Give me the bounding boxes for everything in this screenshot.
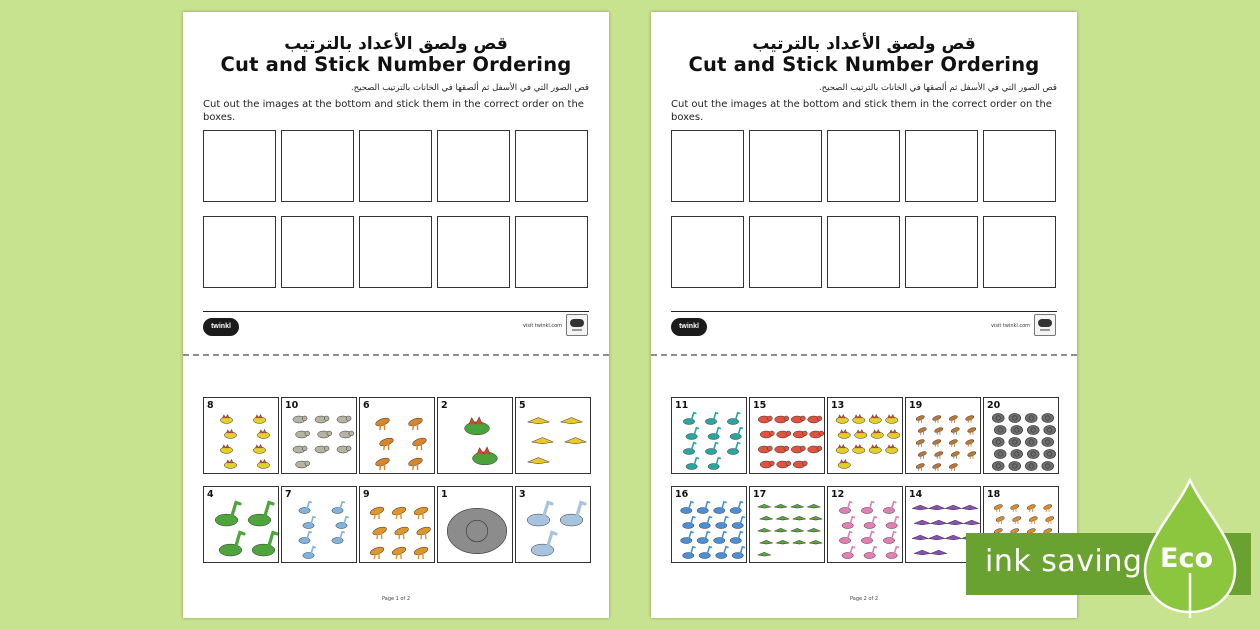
page-title: Cut and Stick Number Ordering — [688, 53, 1040, 76]
answer-box — [515, 216, 588, 288]
dinosaur-icon — [932, 415, 941, 423]
answer-box — [827, 216, 900, 288]
dinosaur-icon — [732, 547, 744, 559]
dinosaur-icon — [861, 502, 873, 514]
dinosaur-icon — [1009, 437, 1021, 446]
dinosaur-icon — [864, 517, 876, 529]
dinosaur-icon — [934, 451, 943, 459]
dinosaur-group-icon — [204, 398, 279, 474]
dinosaur-icon — [864, 547, 876, 559]
dinosaur-icon — [708, 458, 720, 470]
dinosaur-icon — [730, 502, 742, 514]
footer-divider — [203, 311, 589, 312]
card-number: 4 — [207, 489, 214, 500]
dinosaur-icon — [716, 547, 728, 559]
dinosaur-icon — [929, 505, 945, 510]
dinosaur-icon — [683, 413, 695, 425]
dinosaur-icon — [932, 463, 941, 471]
dinosaur-icon — [929, 535, 945, 540]
dinosaur-group-icon — [906, 398, 981, 474]
dinosaur-icon — [914, 520, 930, 525]
site-url: visit twinkl.com — [523, 323, 563, 329]
dinosaur-group-icon — [282, 398, 357, 474]
page-title: Cut and Stick Number Ordering — [220, 53, 572, 76]
dinosaur-icon — [992, 461, 1004, 470]
dinosaur-group-icon — [204, 487, 279, 563]
dinosaur-icon — [916, 439, 925, 447]
dinosaur-icon — [839, 502, 851, 514]
dinosaur-icon — [945, 535, 961, 540]
arabic-instructions: قص الصور التي في الأسفل ثم ألصقها في الخانات بالترتيب الصحيح. — [350, 83, 589, 93]
dinosaur-group-icon — [438, 398, 513, 474]
dinosaur-icon — [337, 416, 351, 423]
dinosaur-icon — [1027, 504, 1036, 512]
dinosaur-icon — [220, 444, 232, 453]
counting-card — [281, 486, 357, 563]
dinosaur-group-icon — [984, 398, 1059, 474]
dinosaur-icon — [810, 431, 824, 438]
dinosaur-icon — [473, 447, 498, 465]
dinosaur-icon — [561, 418, 583, 424]
counting-card — [359, 486, 435, 563]
answer-box — [359, 216, 432, 288]
answer-box — [203, 216, 276, 288]
dinosaur-icon — [791, 446, 805, 453]
dinosaur-icon — [299, 532, 311, 544]
dinosaur-icon — [996, 516, 1005, 524]
worksheet-page-1 — [183, 12, 609, 618]
dinosaur-icon — [793, 431, 807, 438]
dinosaur-icon — [293, 416, 307, 423]
dinosaur-icon — [315, 446, 329, 453]
card-number: 5 — [519, 400, 526, 411]
card-number: 6 — [363, 400, 370, 411]
dinosaur-icon — [774, 504, 787, 508]
dinosaur-icon — [836, 414, 848, 423]
dinosaur-icon — [375, 456, 391, 470]
dinosaur-icon — [412, 436, 428, 450]
dinosaur-icon — [808, 446, 822, 453]
dinosaur-icon — [681, 532, 693, 544]
dinosaur-icon — [760, 540, 773, 544]
dinosaur-icon — [336, 517, 348, 529]
dinosaur-icon — [465, 417, 490, 435]
dinosaur-icon — [793, 461, 807, 468]
dinosaur-icon — [714, 502, 726, 514]
eco-label: Eco — [1160, 543, 1213, 574]
dinosaur-icon — [708, 428, 720, 440]
dinosaur-icon — [730, 532, 742, 544]
dinosaur-icon — [252, 533, 277, 556]
counting-card — [671, 397, 747, 474]
dinosaur-icon — [332, 502, 344, 514]
dinosaur-icon — [776, 540, 789, 544]
dinosaur-icon — [994, 449, 1006, 458]
dinosaur-icon — [683, 443, 695, 455]
card-number: 18 — [987, 489, 1001, 500]
card-number: 7 — [285, 489, 292, 500]
site-url: visit twinkl.com — [991, 323, 1031, 329]
dinosaur-icon — [528, 418, 550, 424]
counting-card — [437, 486, 513, 563]
ink-saving-label: ink saving — [985, 544, 1143, 579]
quality-badge-icon — [1034, 314, 1056, 336]
dinosaur-icon — [528, 458, 550, 464]
dinosaur-icon — [994, 504, 1003, 512]
counting-card — [983, 397, 1059, 474]
dinosaur-icon — [808, 416, 822, 423]
answer-box — [827, 130, 900, 202]
dinosaur-icon — [760, 431, 774, 438]
dinosaur-icon — [372, 525, 388, 539]
dinosaur-icon — [705, 443, 717, 455]
dinosaur-icon — [871, 429, 883, 438]
dinosaur-icon — [315, 416, 329, 423]
dinosaur-icon — [714, 532, 726, 544]
card-number: 20 — [987, 400, 1001, 411]
dinosaur-icon — [775, 416, 789, 423]
dinosaur-icon — [391, 545, 407, 559]
dinosaur-icon — [253, 414, 265, 423]
twinkl-logo: twinkl — [203, 318, 239, 336]
dinosaur-icon — [883, 532, 895, 544]
dinosaur-icon — [1042, 437, 1054, 446]
card-number: 3 — [519, 489, 526, 500]
dinosaur-icon — [945, 505, 961, 510]
answer-box — [905, 130, 978, 202]
dinosaur-icon — [1042, 413, 1054, 422]
answer-box — [983, 130, 1056, 202]
dinosaur-icon — [809, 516, 822, 520]
dinosaur-icon — [224, 429, 236, 438]
dinosaur-icon — [951, 451, 960, 459]
dinosaur-icon — [1045, 516, 1054, 524]
dinosaur-group-icon — [672, 398, 747, 474]
counting-card — [905, 397, 981, 474]
dinosaur-icon — [369, 545, 385, 559]
dinosaur-icon — [994, 425, 1006, 434]
dinosaur-icon — [791, 504, 804, 508]
dinosaur-icon — [853, 414, 865, 423]
dinosaur-icon — [758, 416, 772, 423]
dinosaur-icon — [730, 428, 742, 440]
counting-card — [515, 397, 591, 474]
dinosaur-icon — [391, 505, 407, 519]
dinosaur-icon — [760, 461, 774, 468]
dinosaur-icon — [949, 415, 958, 423]
card-number: 14 — [909, 489, 923, 500]
dinosaur-icon — [888, 429, 900, 438]
dinosaur-icon — [394, 525, 410, 539]
card-number: 2 — [441, 400, 448, 411]
dinosaur-icon — [215, 503, 240, 526]
dinosaur-icon — [416, 525, 432, 539]
dinosaur-icon — [318, 431, 332, 438]
dinosaur-icon — [303, 547, 315, 559]
dinosaur-icon — [949, 463, 958, 471]
dinosaur-group-icon — [828, 398, 903, 474]
dinosaur-icon — [886, 444, 898, 453]
dinosaur-icon — [964, 520, 980, 525]
dinosaur-icon — [303, 517, 315, 529]
dinosaur-icon — [931, 550, 947, 555]
dinosaur-icon — [886, 547, 898, 559]
arabic-instructions: قص الصور التي في الأسفل ثم ألصقها في الخانات بالترتيب الصحيح. — [818, 83, 1057, 93]
dinosaur-icon — [776, 516, 789, 520]
dinosaur-icon — [1011, 449, 1023, 458]
dinosaur-icon — [447, 508, 506, 553]
dinosaur-icon — [883, 502, 895, 514]
dinosaur-icon — [1009, 413, 1021, 422]
counting-card — [827, 397, 903, 474]
dinosaur-icon — [1027, 449, 1039, 458]
card-number: 10 — [285, 400, 299, 411]
dinosaur-icon — [1043, 504, 1052, 512]
dinosaur-icon — [1010, 504, 1019, 512]
dinosaur-icon — [716, 517, 728, 529]
dinosaur-icon — [839, 532, 851, 544]
dinosaur-icon — [914, 550, 930, 555]
counting-card — [281, 397, 357, 474]
dinosaur-icon — [912, 535, 928, 540]
dinosaur-icon — [947, 520, 963, 525]
dinosaur-icon — [332, 532, 344, 544]
dinosaur-group-icon — [516, 487, 591, 563]
dinosaur-icon — [560, 503, 585, 526]
footer-divider — [671, 311, 1057, 312]
dinosaur-icon — [777, 461, 791, 468]
dinosaur-icon — [220, 414, 232, 423]
dinosaur-icon — [809, 540, 822, 544]
dinosaur-icon — [793, 540, 806, 544]
card-number: 11 — [675, 400, 689, 411]
counting-card — [437, 397, 513, 474]
dinosaur-icon — [992, 437, 1004, 446]
dinosaur-icon — [967, 427, 976, 435]
answer-box — [671, 130, 744, 202]
dinosaur-icon — [775, 446, 789, 453]
dinosaur-icon — [732, 517, 744, 529]
dinosaur-icon — [777, 431, 791, 438]
dinosaur-icon — [869, 414, 881, 423]
dinosaur-icon — [1044, 425, 1056, 434]
dinosaur-icon — [705, 413, 717, 425]
dinosaur-group-icon — [516, 398, 591, 474]
dinosaur-group-icon — [828, 487, 903, 563]
dinosaur-group-icon — [750, 487, 825, 563]
dinosaur-icon — [836, 444, 848, 453]
answer-box — [281, 216, 354, 288]
dinosaur-icon — [918, 427, 927, 435]
dinosaur-icon — [1011, 425, 1023, 434]
card-number: 1 — [441, 489, 448, 500]
dinosaur-icon — [257, 429, 269, 438]
dinosaur-icon — [293, 446, 307, 453]
dinosaur-icon — [758, 552, 771, 556]
counting-card — [359, 397, 435, 474]
dinosaur-icon — [807, 528, 820, 532]
dinosaur-icon — [886, 517, 898, 529]
answer-box — [671, 216, 744, 288]
answer-box — [203, 130, 276, 202]
dinosaur-icon — [965, 439, 974, 447]
dinosaur-icon — [253, 444, 265, 453]
card-number: 15 — [753, 400, 767, 411]
dinosaur-icon — [257, 459, 269, 468]
dinosaur-icon — [1025, 461, 1037, 470]
answer-box — [983, 216, 1056, 288]
counting-card — [827, 486, 903, 563]
dinosaur-icon — [855, 429, 867, 438]
dinosaur-icon — [686, 458, 698, 470]
answer-box — [749, 216, 822, 288]
dinosaur-icon — [853, 444, 865, 453]
dinosaur-group-icon — [360, 398, 435, 474]
dinosaur-icon — [1012, 516, 1021, 524]
dinosaur-icon — [727, 413, 739, 425]
dinosaur-icon — [1029, 516, 1038, 524]
dinosaur-icon — [838, 459, 850, 468]
dinosaur-icon — [727, 443, 739, 455]
dinosaur-icon — [932, 439, 941, 447]
dinosaur-icon — [683, 547, 695, 559]
dinosaur-icon — [1009, 461, 1021, 470]
dinosaur-icon — [918, 451, 927, 459]
dinosaur-icon — [1025, 413, 1037, 422]
dinosaur-icon — [296, 461, 310, 468]
counting-card — [203, 486, 279, 563]
dinosaur-icon — [296, 431, 310, 438]
dinosaur-icon — [697, 532, 709, 544]
dinosaur-icon — [219, 533, 244, 556]
dinosaur-icon — [565, 438, 587, 444]
page-number: Page 1 of 2 — [381, 596, 411, 602]
dinosaur-icon — [699, 547, 711, 559]
dinosaur-icon — [886, 414, 898, 423]
dinosaur-icon — [375, 416, 391, 430]
answer-box — [359, 130, 432, 202]
dinosaur-group-icon — [282, 487, 357, 563]
dinosaur-icon — [299, 502, 311, 514]
dinosaur-icon — [248, 503, 273, 526]
dinosaur-icon — [838, 429, 850, 438]
arabic-title: قص ولصق الأعداد بالترتيب — [284, 34, 508, 54]
answer-box — [281, 130, 354, 202]
card-number: 13 — [831, 400, 845, 411]
dinosaur-icon — [697, 502, 709, 514]
dinosaur-icon — [699, 517, 711, 529]
dinosaur-icon — [413, 545, 429, 559]
dinosaur-icon — [224, 459, 236, 468]
dinosaur-icon — [686, 428, 698, 440]
dinosaur-icon — [951, 427, 960, 435]
dinosaur-icon — [681, 502, 693, 514]
answer-box — [437, 216, 510, 288]
quality-badge-icon — [566, 314, 588, 336]
dinosaur-icon — [965, 415, 974, 423]
card-number: 8 — [207, 400, 214, 411]
card-number: 17 — [753, 489, 767, 500]
dinosaur-icon — [379, 436, 395, 450]
dinosaur-icon — [791, 528, 804, 532]
counting-card — [749, 397, 825, 474]
counting-card — [749, 486, 825, 563]
page-number: Page 2 of 2 — [849, 596, 879, 602]
dinosaur-icon — [532, 438, 554, 444]
dinosaur-icon — [758, 504, 771, 508]
cut-line — [183, 354, 609, 356]
answer-box — [749, 130, 822, 202]
instructions: Cut out the images at the bottom and stick them in the correct order on the boxes. — [203, 99, 584, 123]
counting-card — [515, 486, 591, 563]
answer-box — [437, 130, 510, 202]
dinosaur-icon — [916, 415, 925, 423]
dinosaur-icon — [408, 456, 424, 470]
dinosaur-icon — [962, 505, 978, 510]
dinosaur-icon — [758, 446, 772, 453]
dinosaur-icon — [408, 416, 424, 430]
dinosaur-icon — [369, 505, 385, 519]
dinosaur-icon — [949, 439, 958, 447]
dinosaur-icon — [531, 533, 556, 556]
dinosaur-group-icon — [438, 487, 513, 563]
dinosaur-icon — [967, 451, 976, 459]
dinosaur-icon — [413, 505, 429, 519]
dinosaur-icon — [527, 503, 552, 526]
dinosaur-icon — [337, 446, 351, 453]
card-number: 12 — [831, 489, 845, 500]
dinosaur-icon — [1025, 437, 1037, 446]
dinosaur-group-icon — [750, 398, 825, 474]
counting-card — [203, 397, 279, 474]
card-number: 16 — [675, 489, 689, 500]
arabic-title: قص ولصق الأعداد بالترتيب — [752, 34, 976, 54]
dinosaur-icon — [760, 516, 773, 520]
dinosaur-icon — [791, 416, 805, 423]
dinosaur-icon — [774, 528, 787, 532]
dinosaur-icon — [1042, 461, 1054, 470]
dinosaur-icon — [916, 463, 925, 471]
dinosaur-icon — [992, 413, 1004, 422]
answer-box — [515, 130, 588, 202]
dinosaur-icon — [869, 444, 881, 453]
dinosaur-group-icon — [672, 487, 747, 563]
dinosaur-icon — [340, 431, 354, 438]
dinosaur-icon — [683, 517, 695, 529]
card-number: 19 — [909, 400, 923, 411]
dinosaur-icon — [758, 528, 771, 532]
instructions: Cut out the images at the bottom and stick them in the correct order on the boxes. — [671, 99, 1052, 123]
dinosaur-icon — [807, 504, 820, 508]
dinosaur-icon — [842, 547, 854, 559]
twinkl-logo: twinkl — [671, 318, 707, 336]
dinosaur-icon — [861, 532, 873, 544]
dinosaur-group-icon — [360, 487, 435, 563]
dinosaur-icon — [931, 520, 947, 525]
cut-line — [651, 354, 1077, 356]
dinosaur-icon — [1027, 425, 1039, 434]
dinosaur-icon — [842, 517, 854, 529]
dinosaur-icon — [912, 505, 928, 510]
dinosaur-icon — [934, 427, 943, 435]
dinosaur-icon — [793, 516, 806, 520]
dinosaur-icon — [1044, 449, 1056, 458]
counting-card — [671, 486, 747, 563]
worksheet-page-2 — [651, 12, 1077, 618]
card-number: 9 — [363, 489, 370, 500]
answer-box — [905, 216, 978, 288]
